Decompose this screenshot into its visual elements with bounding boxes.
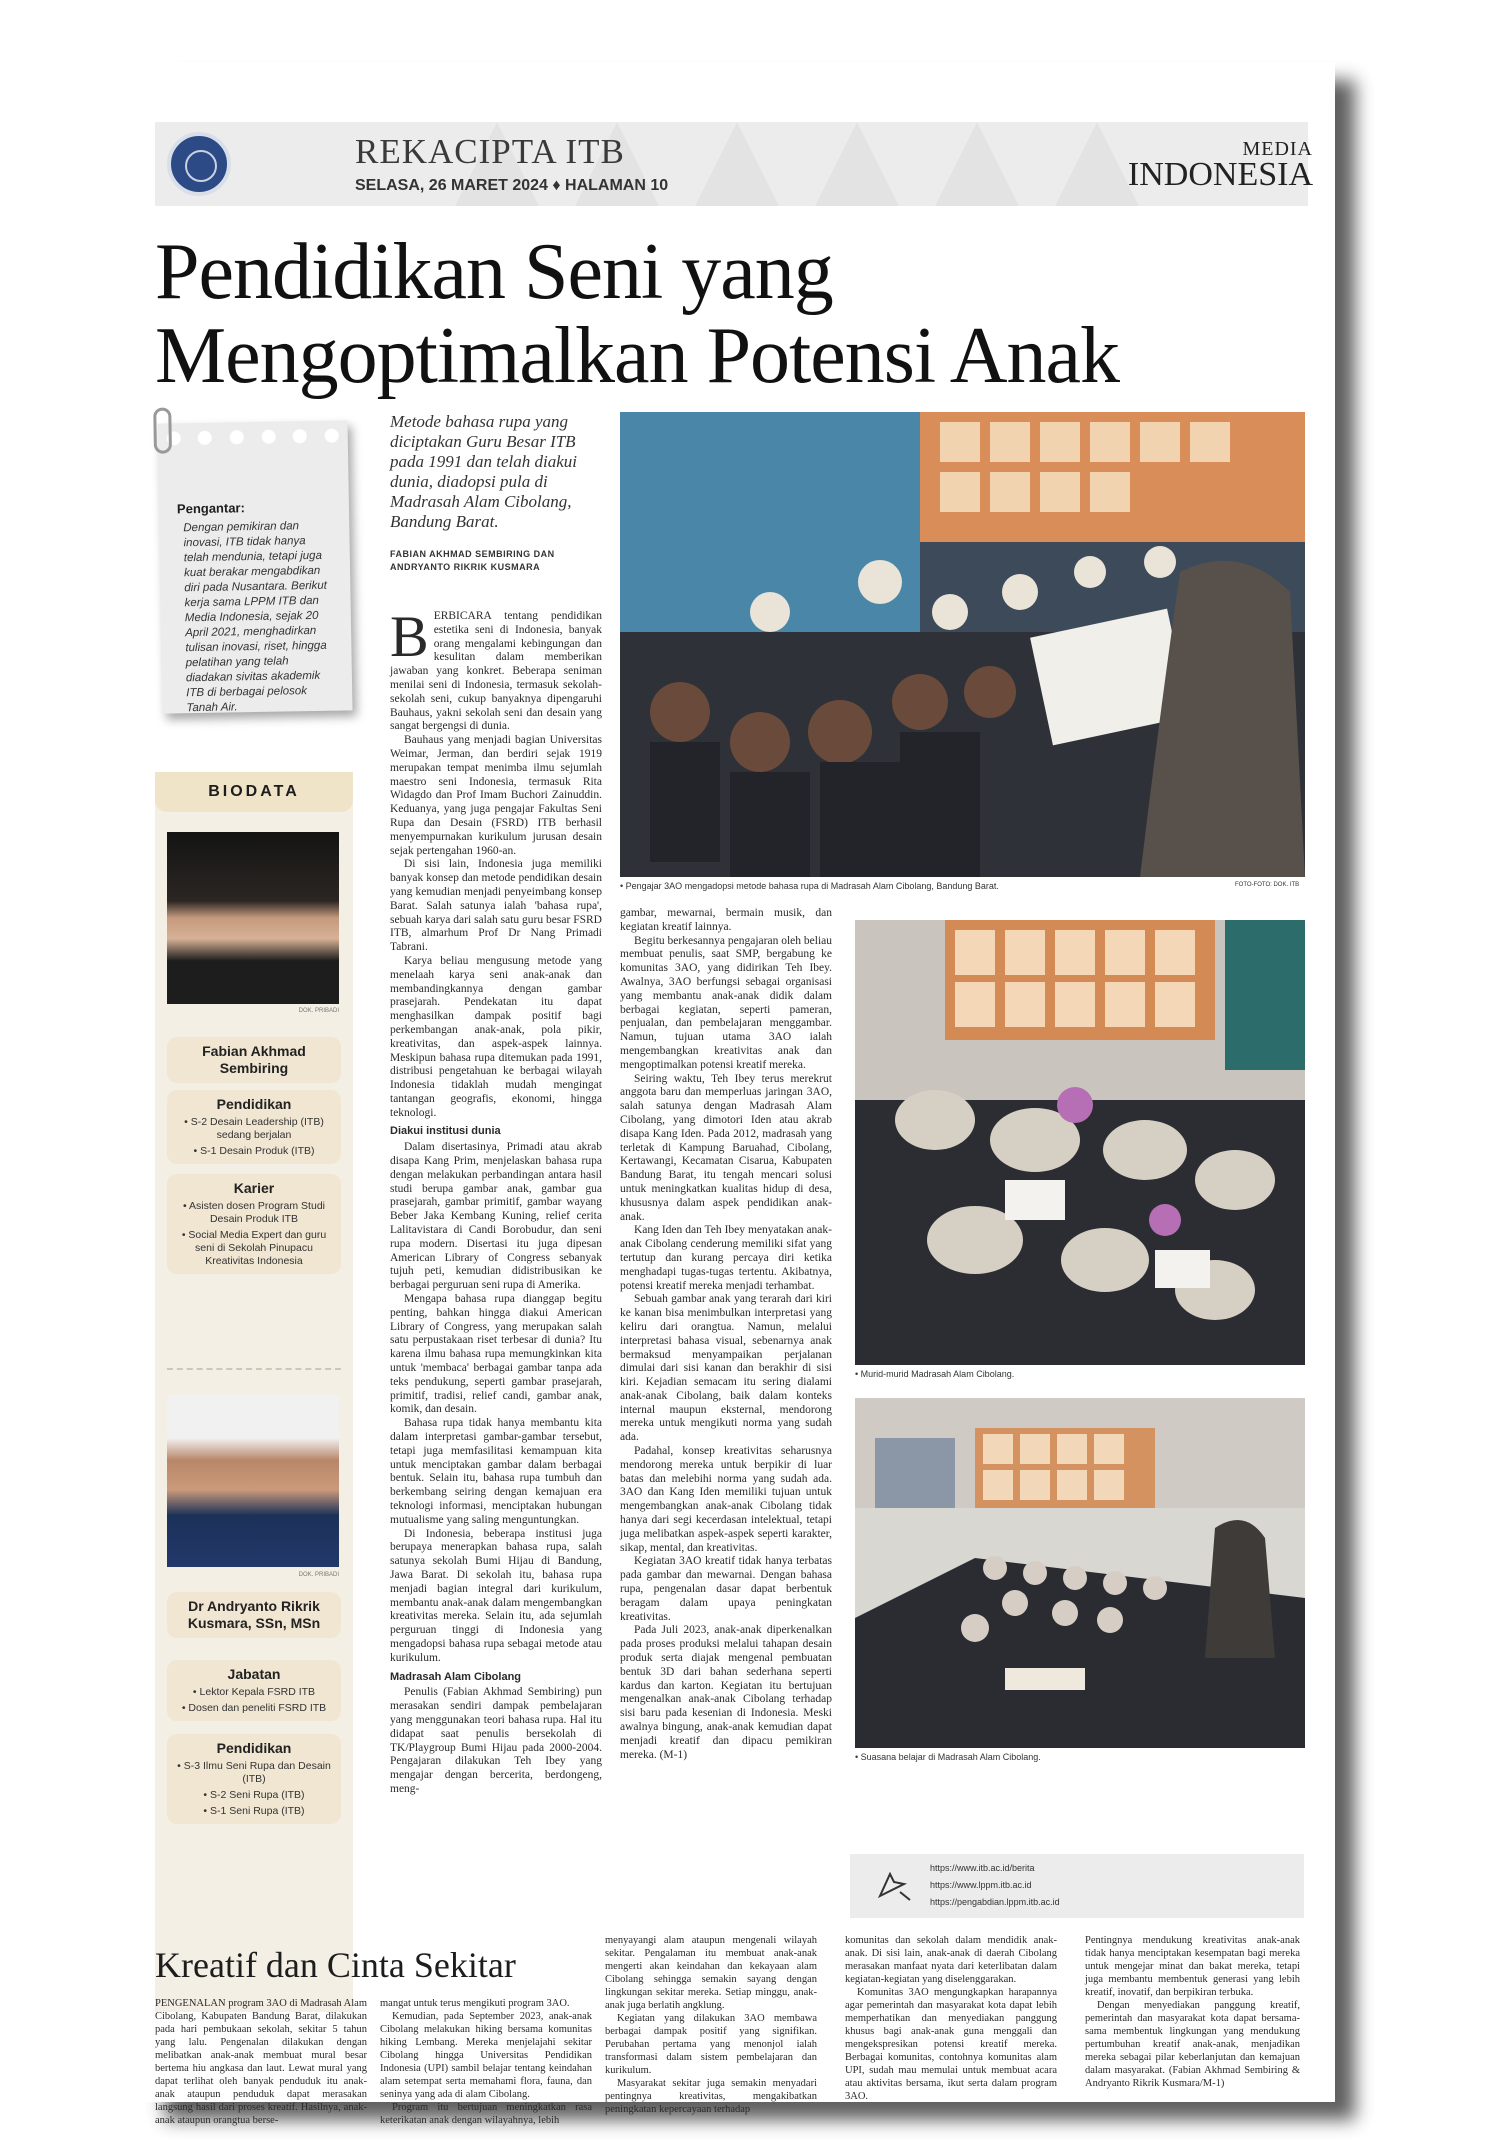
article-lead: Metode bahasa rupa yang diciptakan Guru Besar ITB pada 1991 dan telah diakui dunia, diadopsi pula di Madrasah Alam Cibolang, Bandung Barat.	[390, 412, 577, 531]
link-pengabdian[interactable]: https://pengabdian.lppm.itb.ac.id	[930, 1897, 1060, 1907]
photo-caption-2: • Murid-murid Madrasah Alam Cibolang.	[855, 1369, 1015, 1379]
article-byline: FABIAN AKHMAD SEMBIRING DAN ANDRYANTO RIKRIK KUSMARA	[390, 549, 555, 572]
author-photo-andryanto	[167, 1395, 339, 1567]
second-column-1: PENGENALAN program 3AO di Madrasah Alam Cibolang, Kabupaten Bandung Barat, dilakukan pada hari pembukaan sekolah, sekitar 5 tahun yang lalu. Pengenalan dilakukan dengan melibatkan anak-anak membuat mural besar bertema hiu angkasa dan laut. Lewat mural yang dapat terlihat oleh banyak penduduk itu anak-anak ataupun penduduk dapat merasakan langsung hasil dari proses kreatif. Hasilnya, anak-anak ataupun orangtua berse-	[155, 1998, 368, 2126]
bio2-name-card: Dr Andryanto Rikrik Kusmara, SSn, MSn	[167, 1592, 341, 1638]
itb-seal-icon	[167, 132, 231, 196]
issue-date: SELASA, 26 MARET 2024 ♦ HALAMAN 10	[355, 177, 669, 194]
intro-note: Pengantar: Dengan pemikiran dan inovasi, ITB tidak hanya telah mendunia, tetapi juga kuat berakar mengabdikan diri pada Nusantara. Berikut kerja sama LPPM ITB dan Media Indonesia, sejak 20 April 2021, menghadirkan tulisan inovasi, riset, hingga pelatihan yang telah diadakan sivitas akademik ITB di berbagai pelosok Tanah Air.	[157, 420, 352, 713]
subhead: Madrasah Alam Cibolang	[390, 1670, 522, 1683]
masthead-bottom: INDONESIA	[1127, 156, 1313, 193]
photo-credit-1: FOTO-FOTO: DOK. ITB	[1235, 882, 1300, 888]
photo-classroom-3	[855, 1398, 1305, 1748]
secondary-headline: Kreatif dan Cinta Sekitar	[155, 1945, 516, 1985]
photo-caption-3: • Suasana belajar di Madrasah Alam Cibolang.	[855, 1752, 1041, 1762]
photo-caption-1: • Pengajar 3AO mengadopsi metode bahasa rupa di Madrasah Alam Cibolang, Bandung Barat.	[620, 881, 999, 891]
second-column-4: komunitas dan sekolah dalam mendidik anak-anak. Di sisi lain, anak-anak di daerah Cibolang merasakan manfaat nyata dari keterlibatan dalam kegiatan-kegiatan yang diselenggarakan. Komunitas 3AO mengungkapkan harapannya agar pemerintah dan masyarakat kota dapat lebih memperhatikan dan menyediakan panggung khusus bagi anak-anak guna menggali dan mengekspresikan potensi kreatif mereka. Berbagai komunitas, contohnya komunitas alam UPI, sudah mau memulai untuk membuat acara atau aktivitas bersama, ikut serta dalam program 3AO.	[845, 1935, 1057, 2102]
bio1-karier: Karier • Asisten dosen Program Studi Desain Produk ITB • Social Media Expert dan guru seni di Sekolah Pinupacu Kreativitas Indonesia	[167, 1174, 341, 1274]
cursor-click-icon	[876, 1874, 912, 1902]
newspaper-page	[145, 62, 1335, 2126]
bio1-name-card: Fabian Akhmad Sembiring	[167, 1037, 341, 1083]
paperclip-icon	[153, 407, 172, 453]
photo-classroom-2	[855, 920, 1305, 1365]
links-box	[850, 1854, 1304, 1918]
headline: Pendidikan Seni yang Mengoptimalkan Potensi Anak	[155, 228, 1120, 400]
second-column-3: menyayangi alam ataupun mengenali wilayah sekitar. Pengalaman itu membuat anak-anak mengerti akan keindahan dan kekayaan alam Cibolang sehingga semakin sayang dengan lingkungan sekitar mereka. Setiap minggu, anak-anak juga berlatih angklung. Kegiatan yang dilakukan 3AO membawa berbagai dampak positif yang signifikan. Perubahan pertama yang menonjol ialah transformasi dalam sistem pembelajaran dan kurikulum. Masyarakat sekitar juga semakin menyadari pentingnya kreativitas, mengakibatkan peningkatan kepercayaan terhadap	[605, 1935, 817, 2115]
biodata-sidebar: BIODATA DOK. PRIBADI Fabian Akhmad Sembiring Pendidikan • S-2 Desain Leadership (ITB) sedang berjalan • S-1 Desain Produk (ITB) Karier • Asisten dosen Program Studi Desain Produk ITB • Social Media Expert dan guru seni di Sekolah Pinupacu Kreativitas Indonesia DOK. PRIBADI Dr Andryanto Rikrik Kusmara, SSn, MSn Jabatan • Lektor Kepala FSRD ITB • Dosen dan peneliti FSRD ITB Pendidikan • S-3 Ilmu Seni Rupa dan Desain (ITB) • S-2 Seni Rupa (ITB) • S-1 Seni Rupa (ITB)	[155, 772, 353, 2012]
bio2-jabatan: Jabatan • Lektor Kepala FSRD ITB • Dosen dan peneliti FSRD ITB	[167, 1660, 341, 1721]
biodata-title: BIODATA	[155, 772, 353, 812]
article-column-1: BERBICARA tentang pendidikan estetika seni di Indonesia, banyak orang mengalami kebingungan dan kesulitan dalam memberikan jawaban yang konkret. Beberapa seniman menilai seni di Indonesia, termasuk sekolah-sekolah seni, cukup banyaknya dipengaruhi Bauhaus, yakni sekolah seni dan desain yang sangat bergengsi di dunia. Bauhaus yang menjadi bagian Universitas Weimar, Jerman, dan berdiri sejak 1919 merupakan tempat menimba ilmu sejumlah maestro seni Indonesia, termasuk Rita Widagdo dan Prof Imam Buchori Zainuddin. Keduanya, yang juga pengajar Fakultas Seni Rupa dan Desain (FSRD) ITB berhasil menyempurnakan kurikulum jurusan desain sejak pertengahan 1960-an. Di sisi lain, Indonesia juga memiliki banyak konsep dan metode pendidikan desain yang kemudian menjadi penyeimbang konsep Barat. Salah satunya ialah 'bahasa rupa', sebuah karya dari salah satu guru besar FSRD ITB, almarhum Prof Dr Nang Primadi Tabrani. Karya beliau mengusung metode yang menelaah karya seni anak-anak dan membandingkannya dengan gambar prasejarah. Pendekatan itu dapat menghasilkan dampak positif bagi perkembangan anak-anak, pola pikir, kreativitas, dan aspek-aspek lainnya. Meskipun bahasa rupa ditemukan pada 1991, distribusi pengetahuan ke berbagai wilayah Indonesia tidaklah mudah mengingat tantangan geografis, ekonomi, hingga teknologi. Diakui institusi dunia Dalam disertasinya, Primadi atau akrab disapa Kang Prim, menjelaskan bahasa rupa dengan melakukan perbandingan antara hasil studi berupa gambar anak, gambar gua prasejarah, gambar primitif, gambar wayang Beber Jaka Kembang Kuning, relief cerita Lalitavistara di Candi Borobudur, dan seni rupa modern. Disertasi itu juga dipesan American Library of Congress sebanyak tujuh peti, kemudian didistribusikan ke berbagai perguruan seni rupa di Amerika. Mengapa bahasa rupa dianggap begitu penting, bahkan hingga diakui American Library of Congress, yang merupakan salah satu perpustakaan riset terbesar di dunia? Itu karena ilmu bahasa rupa memungkinkan kita untuk 'membaca' berbagai gambar tanpa ada teks pendukung, seperti gambar prasejarah, primitif, tradisi, relief candi, gambar anak, komik, dan desain. Bahasa rupa tidak hanya membantu kita dalam interpretasi gambar-gambar tersebut, tetapi juga memfasilitasi kemampuan kita untuk menciptakan gambar dalam berbagai bentuk. Selain itu, bahasa rupa tumbuh dan berkembang seiring dengan kemajuan era teknologi informasi, menciptakan hubungan mutualisme yang saling menguntungkan. Di Indonesia, beberapa institusi juga berupaya menerapkan bahasa rupa, salah satunya sekolah Bumi Hijau di Bandung, Jawa Barat. Di sekolah itu, bahasa rupa menjadi bagian integral dari kurikulum, membantu anak-anak dalam mengembangkan kreativitas mereka. Selain itu, ada sejumlah perguruan tinggi di Indonesia yang mengadopsi bahasa rupa sebagai metode atau kurikulum. Madrasah Alam Cibolang Penulis (Fabian Akhmad Sembiring) pun merasakan sendiri dampak pembelajaran yang menggunakan teori bahasa rupa. Hal itu didapat saat penulis bersekolah di TK/Playgroup Bumi Hijau pada 2000-2004. Pengajaran dilakukan Teh Ibey yang mengajar dengan bercerita, berdongeng, meng-	[390, 604, 602, 1795]
bio1-pendidikan: Pendidikan • S-2 Desain Leadership (ITB) sedang berjalan • S-1 Desain Produk (ITB)	[167, 1090, 341, 1164]
second-column-5: Pentingnya mendukung kreativitas anak-anak tidak hanya menciptakan kesempatan bagi mereka untuk mengejar minat dan bakat mereka, tetapi juga membantu membentuk generasi yang lebih kreatif, inovatif, dan berpikiran terbuka. Dengan menyediakan panggung kreatif, pemerintah dan masyarakat kota dapat bersama-sama membentuk lingkungan yang mendukung pertumbuhan kreatif anak-anak, menjadikan mereka sebagai pilar keberlanjutan dan kemajuan dalam masyarakat. (Fabian Akhmad Sembiring & Andryanto Rikrik Kusmara/M-1)	[1085, 1935, 1300, 2089]
link-lppm[interactable]: https://www.lppm.itb.ac.id	[930, 1880, 1032, 1890]
photo-classroom-1	[620, 412, 1305, 877]
section-title: REKACIPTA ITB	[355, 132, 625, 171]
author-photo-fabian	[167, 832, 339, 1004]
subhead: Diakui institusi dunia	[390, 1125, 501, 1138]
article-column-2: gambar, mewarnai, bermain musik, dan kegiatan kreatif lainnya. Begitu berkesannya pengajaran oleh beliau membuat penulis, saat SMP, bergabung ke komunitas 3AO, yang didirikan Teh Ibey. Awalnya, 3AO berfungsi sebagai organisasi yang membantu anak-anak didik dalam berbagai kegiatan, seperti pameran, penjualan, dan pembelajaran menggambar. Namun, tujuan utama 3AO ialah mengembangkan kreativitas anak dan mengoptimalkan potensi kreatif mereka. Seiring waktu, Teh Ibey terus merekrut anggota baru dan memperluas jaringan 3AO, salah satunya dengan Madrasah Alam Cibolang, yang dimotori Iden atau akrab disapa Kang Iden. Pada 2012, madrasah yang terletak di Kampung Baruahad, Cibolang, Kertawangi, Kecamatan Cisarua, Kabupaten Bandung Barat, itu tengah mencari solusi untuk meningkatkan kualitas hidup di desa, khususnya dalam aspek pendidikan anak-anak. Kang Iden dan Teh Ibey menyatakan anak-anak Cibolang cenderung memiliki sifat yang tertutup dan kurang percaya diri ketika menghadapi tugas-tugas tertentu. Akibatnya, potensi kreatif mereka menjadi terhambat. Sebuah gambar anak yang terarah dari kiri ke kanan bisa menimbulkan interpretasi yang keliru dari orangtua. Namun, melalui interpretasi bahasa visual, sebenarnya anak bermaksud menyampaikan perjalanan dimulai dari sisi kanan dan berakhir di sisi kiri. Kejadian semacam itu sering dialami anak-anak Cibolang, baik dalam konteks internal maupun eksternal, mendorong mereka untuk mengikuti norma yang sudah ada. Padahal, konsep kreativitas seharusnya mendorong mereka untuk berpikir di luar batas dan melebihi norma yang sudah ada. 3AO dan Kang Iden memiliki tujuan untuk mengembangkan anak-anak Cibolang tidak hanya dari segi kecerdasan intelektual, tetapi juga melibatkan aspek-aspek seperti karakter, sikap, mental, dan kreativitas. Kegiatan 3AO kreatif tidak hanya terbatas pada gambar dan mewarnai. Dengan bahasa rupa, pengenalan dasar dapat berbentuk beragam dalam upaya peningkatan kreativitas. Pada Juli 2023, anak-anak diperkenalkan pada proses produksi melalui tahapan desain produk serta diajak mengenal pembuatan bentuk 3D dari bahan sederhana seperti kardus dan karton. Kegiatan itu bertujuan mengenalkan anak-anak Cibolang terhadap sisi baru pada kesenian di Indonesia. Meski awalnya bingung, anak-anak kemudian dapat menjadi kreatif dan dipacu pemikiran mereka. (M-1)	[620, 907, 832, 1761]
bio2-pendidikan: Pendidikan • S-3 Ilmu Seni Rupa dan Desain (ITB) • S-2 Seni Rupa (ITB) • S-1 Seni Rupa (ITB)	[167, 1734, 341, 1824]
link-itb-berita[interactable]: https://www.itb.ac.id/berita	[930, 1863, 1035, 1873]
dropcap: B	[390, 604, 429, 669]
second-column-2: mangat untuk terus mengikuti program 3AO. Kemudian, pada September 2023, anak-anak Cibolang melakukan hiking bersama komunitas hiking Lembang. Mereka menjelajahi sekitar Cibolang hingga Universitas Pendidikan Indonesia (UPI) sambil belajar tentang keindahan alam setempat serta memahami flora, fauna, dan seninya yang ada di alam Cibolang. Program itu bertujuan meningkatkan rasa keterikatan anak dengan wilayahnya, lebih	[380, 1998, 592, 2126]
masthead-top: MEDIA	[1242, 138, 1313, 160]
